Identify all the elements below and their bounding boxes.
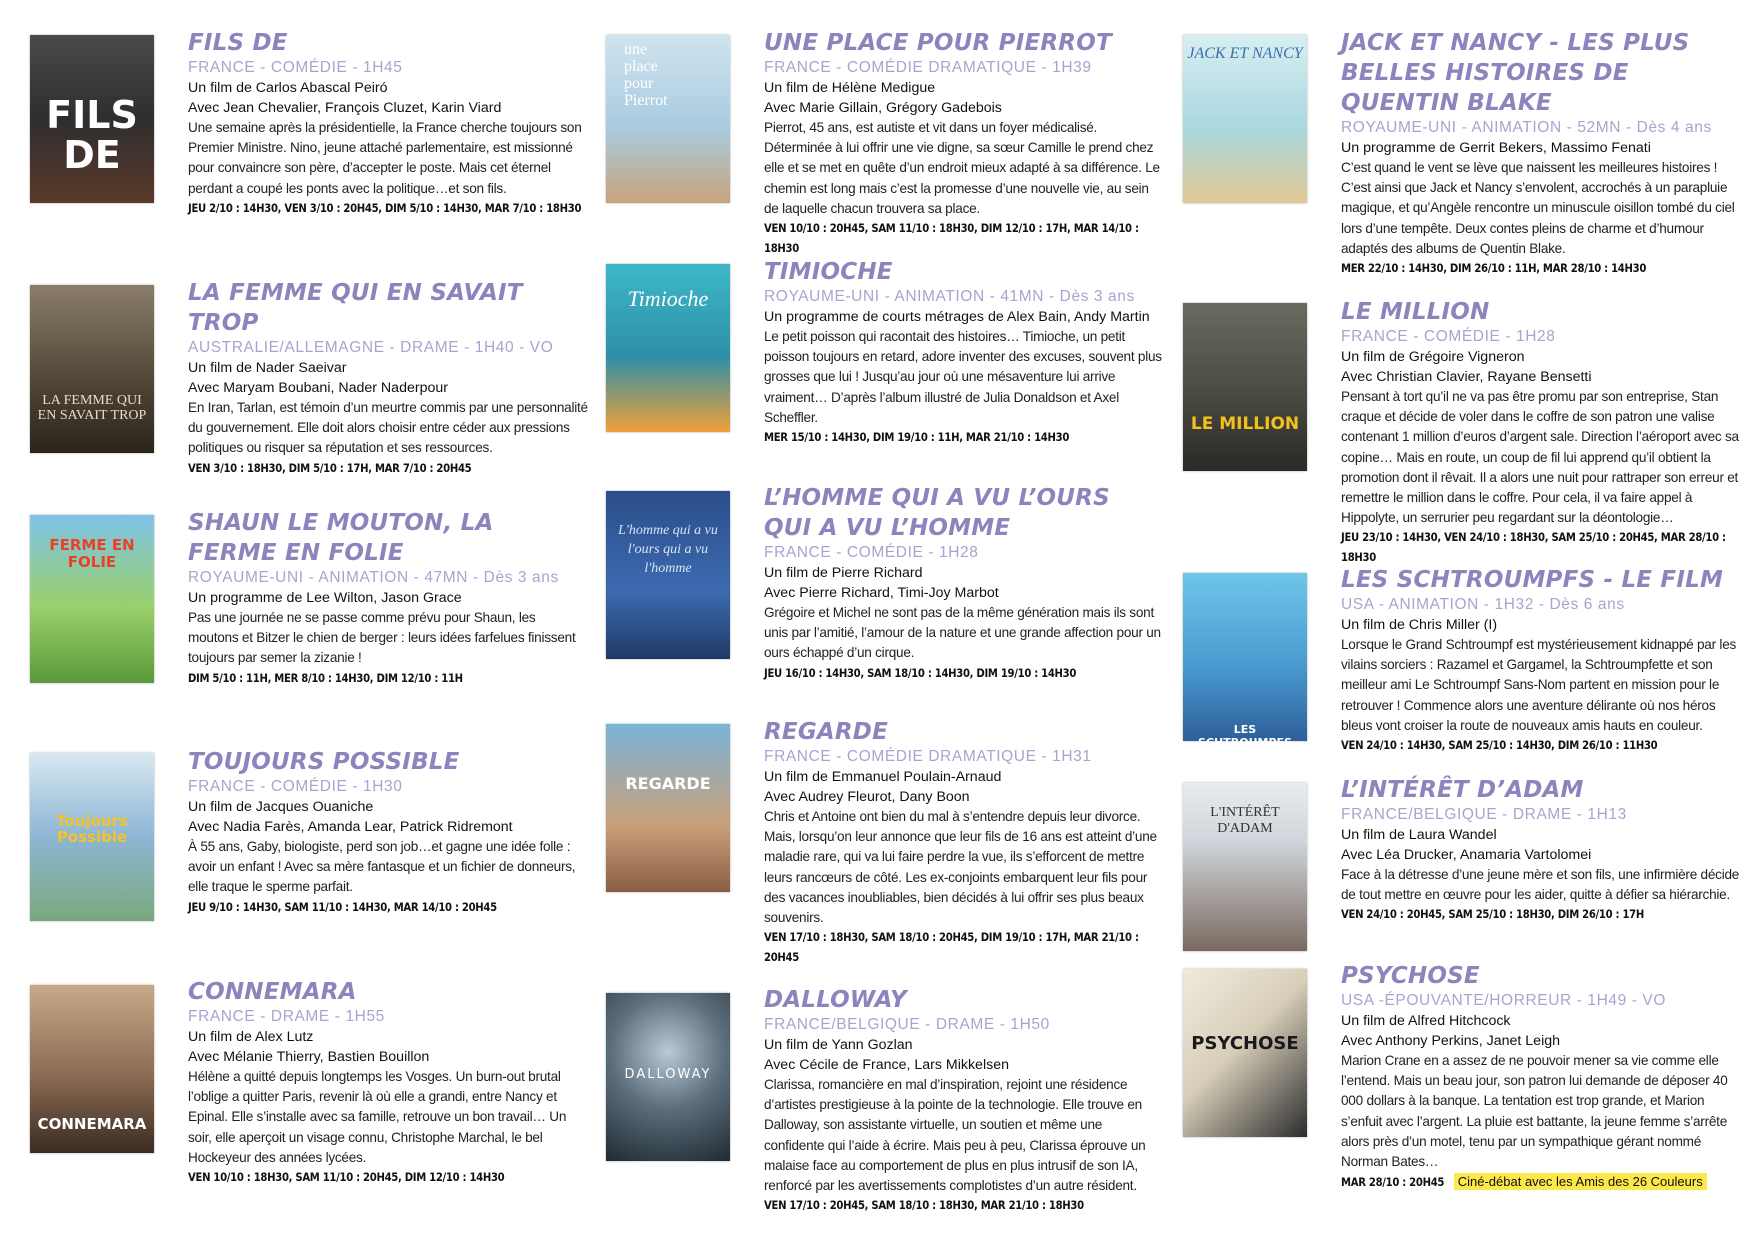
film-meta-text: ROYAUME-UNI - ANIMATION - 41MN — [764, 288, 1045, 305]
film-title: JACK ET NANCY - LES PLUS BELLES HISTOIRES DE QUENTIN BLAKE — [1341, 30, 1690, 116]
poster-title: PSYCHOSE — [1191, 1033, 1299, 1054]
film-director: Un film de Chris Miller (I) — [1341, 617, 1498, 633]
film-meta: FRANCE - COMÉDIE - 1H28 — [764, 544, 979, 561]
poster-adam — [1183, 783, 1307, 951]
film-director: Un film de Carlos Abascal Peiró — [188, 80, 388, 96]
film-synopsis: Une semaine après la présidentielle, la France cherche toujours son Premier Ministre. Nino, jeune attaché parlementaire, est missionné pour convaincre son père, d’accepter le poste. Mais cet éternel perdant a coupé les ponts avec la politique…et son fils. — [188, 120, 582, 196]
poster-title: LE MILLION — [1190, 414, 1300, 434]
film-cast: Avec Marie Gillain, Grégory Gadebois — [764, 100, 1002, 116]
film-director: Un film de Jacques Ouaniche — [188, 799, 374, 815]
film-dates: JEU 2/10 : 14H30, VEN 3/10 : 20H45, DIM 5/10 : 14H30, MAR 7/10 : 18H30 — [188, 201, 582, 215]
film-meta-text: ROYAUME-UNI - ANIMATION - 52MN — [1341, 119, 1622, 136]
film-title: L’INTÉRÊT D’ADAM — [1341, 777, 1584, 803]
film-cast: Avec Christian Clavier, Rayane Bensetti — [1341, 369, 1592, 385]
poster-la-femme — [30, 285, 154, 453]
film-synopsis: Grégoire et Michel ne sont pas de la même génération mais ils sont unis par l’amitié, l’amour de la nature et une grande affection pour un ours échappé d’un cirque. — [764, 605, 1161, 661]
film-meta — [188, 568, 588, 588]
film-cast: Avec Audrey Fleurot, Dany Boon — [764, 789, 970, 805]
film-synopsis: Pensant à tort qu’il ne va pas être promu par son entreprise, Stan craque et décide de voler dans le coffre de son patron une valise contenant 1 million d’euros d’argent sale. Direction l’aéroport avec sa copine… Mais en route, un coup de fil lui apprend qu’il obtient la promotion dont il rêvait. Il a alors une nuit pour rattraper son erreur et remettre le million dans le coffre. Pour cela, il va faire appel à Hippolyte, un serrurier peu regardant sur la déontologie… — [1341, 389, 1739, 526]
film-synopsis: En Iran, Tarlan, est témoin d’un meurtre commis par une personnalité du gouvernement. Elle doit alors choisir entre céder aux pressions politiques ou risquer sa réputation et ses ressources. — [188, 400, 588, 456]
film-meta — [1341, 118, 1741, 138]
film-dates: VEN 17/10 : 20H45, SAM 18/10 : 18H30, MAR 21/10 : 18H30 — [764, 1199, 1084, 1213]
film-synopsis: Clarissa, romancière en mal d’inspiration, rejoint une résidence d’artistes prestigieuse à la pointe de la technologie. Elle trouve en Dalloway, son assistante virtuelle, un soutien et même une confidente qui l’aide à écrire. Mais peu à peu, Clarissa éprouve un malaise face au comportement de plus en plus intrusif de son IA, renforcé par les avertissements complotistes d’un autre résident. — [764, 1077, 1146, 1194]
film-director: Un film de Alex Lutz — [188, 1029, 314, 1045]
film-age: - Dès 3 ans — [1044, 288, 1135, 305]
poster-timioche — [606, 264, 730, 432]
poster-ours — [606, 491, 730, 659]
film-title: LES SCHTROUMPFS - LE FILM — [1341, 567, 1724, 593]
poster-toujours — [30, 753, 154, 921]
film-synopsis: Chris et Antoine ont bien du mal à s’entendre depuis leur divorce. Mais, lorsqu’on leur annonce que leur fils de 16 ans est atteint d’une maladie rare, qui va lui faire perdre la vue, ils s’efforcent de mettre leurs rancœurs de côté. Les ex-conjoints embarquent leur fils pour des vacances inoubliables, bien décidés à lui offrir ses plus beaux souvenirs. — [764, 809, 1157, 926]
film-title: LA FEMME QUI EN SAVAIT TROP — [188, 280, 523, 336]
poster-title: LES SCHTROUMPFS — [1198, 723, 1292, 749]
film-dates: VEN 17/10 : 18H30, SAM 18/10 : 20H45, DIM 19/10 : 17H, MAR 21/10 : 20H45 — [764, 931, 1139, 965]
film-director: Un film de Pierre Richard — [764, 565, 923, 581]
film-dates — [1341, 1172, 1741, 1193]
film-meta: FRANCE - COMÉDIE DRAMATIQUE - 1H31 — [764, 748, 1092, 765]
film-director: Un film de Yann Gozlan — [764, 1037, 913, 1053]
film-director: Un programme de Lee Wilton, Jason Grace — [188, 590, 462, 606]
poster-title: Timioche — [627, 286, 709, 311]
film-dates: JEU 23/10 : 14H30, VEN 24/10 : 18H30, SAM 25/10 : 20H45, MAR 28/10 : 18H30 — [1341, 531, 1726, 565]
film-dates: MER 22/10 : 14H30, DIM 26/10 : 11H, MAR 28/10 : 14H30 — [1341, 262, 1647, 276]
film-title: DALLOWAY — [764, 987, 907, 1013]
poster-regarde — [606, 724, 730, 892]
film-meta: USA -ÉPOUVANTE/HORREUR - 1H49 - VO — [1341, 992, 1667, 1009]
film-cast: Avec Mélanie Thierry, Bastien Bouillon — [188, 1049, 430, 1065]
film-director: Un film de Emmanuel Poulain-Arnaud — [764, 769, 1002, 785]
film-cast: Avec Pierre Richard, Timi-Joy Marbot — [764, 585, 999, 601]
poster-title: CONNEMARA — [37, 1115, 147, 1133]
poster-dalloway — [606, 993, 730, 1161]
film-synopsis: Hélène a quitté depuis longtemps les Vosges. Un burn-out brutal l’oblige a quitter Paris, revenir là où elle a grandi, entre Nancy et Epinal. Elle s’installe avec sa famille, retrouve un bon travail… Un soir, elle aperçoit un visage connu, Christophe Marchal, le bel Hockeyeur des années lycées. — [188, 1069, 567, 1165]
film-cast: Avec Anthony Perkins, Janet Leigh — [1341, 1033, 1560, 1049]
poster-pierrot — [606, 35, 730, 203]
film-age: - Dès 4 ans — [1621, 119, 1712, 136]
poster-shaun — [30, 515, 154, 683]
film-dates: VEN 10/10 : 20H45, SAM 11/10 : 18H30, DIM 12/10 : 17H, MAR 14/10 : 18H30 — [764, 222, 1139, 256]
film-meta: FRANCE - COMÉDIE - 1H30 — [188, 778, 403, 795]
film-director: Un film de Nader Saeivar — [188, 360, 347, 376]
film-dates: VEN 24/10 : 20H45, SAM 25/10 : 18H30, DIM 26/10 : 17H — [1341, 908, 1644, 922]
film-meta-text: ROYAUME-UNI - ANIMATION - 47MN — [188, 569, 469, 586]
film-title: PSYCHOSE — [1341, 963, 1480, 989]
poster-title: L'homme qui a vu l'ours qui a vu l'homme — [618, 523, 718, 576]
film-title: TOUJOURS POSSIBLE — [188, 749, 460, 775]
film-dates: MER 15/10 : 14H30, DIM 19/10 : 11H, MAR 21/10 : 14H30 — [764, 431, 1070, 445]
film-meta-text: USA - ANIMATION - 1H32 — [1341, 596, 1534, 613]
film-meta: FRANCE - DRAME - 1H55 — [188, 1008, 385, 1025]
poster-title: REGARDE — [625, 774, 711, 793]
film-cast: Avec Cécile de France, Lars Mikkelsen — [764, 1057, 1009, 1073]
poster-schtroumpfs — [1183, 573, 1307, 749]
poster-title: LA FEMME QUI EN SAVAIT TROP — [37, 393, 147, 423]
film-director: Un film de Hélène Medigue — [764, 80, 936, 96]
film-director: Un programme de Gerrit Bekers, Massimo Fenati — [1341, 140, 1651, 156]
poster-fils-de — [30, 35, 154, 203]
film-director: Un film de Alfred Hitchcock — [1341, 1013, 1511, 1029]
event-highlight: Ciné-débat avec les Amis des 26 Couleurs — [1454, 1173, 1707, 1190]
film-dates: VEN 24/10 : 14H30, SAM 25/10 : 14H30, DIM 26/10 : 11H30 — [1341, 739, 1658, 753]
film-meta — [764, 287, 1164, 307]
film-synopsis: Pierrot, 45 ans, est autiste et vit dans un foyer médicalisé. Déterminée à lui offrir une vie digne, sa sœur Camille le prend chez elle et se met en quête d’un endroit mieux adapté à sa différence. Le chemin est long mais c’est la promesse d’une nouvelle vie, au sein de laquelle chacun trouvera sa place. — [764, 120, 1160, 216]
film-dates-text: MAR 28/10 : 20H45 — [1341, 1176, 1445, 1190]
film-dates: JEU 16/10 : 14H30, SAM 18/10 : 14H30, DIM 19/10 : 14H30 — [764, 666, 1077, 680]
film-meta: FRANCE/BELGIQUE - DRAME - 1H50 — [764, 1016, 1050, 1033]
film-title: SHAUN LE MOUTON, LA FERME EN FOLIE — [188, 510, 494, 566]
film-synopsis: C’est quand le vent se lève que naissent les meilleures histoires ! C’est ainsi que Jack et Nancy s’envolent, accrochés à un parapluie magique, et qu’Angèle rencontre un minuscule oisillon tombé du ciel lors d’une tempête. Deux contes pleins de charme et d’humour adaptés des albums de Quentin Blake. — [1341, 160, 1735, 256]
poster-title: FERME EN FOLIE — [49, 536, 135, 571]
film-synopsis: Marion Crane en a assez de ne pouvoir mener sa vie comme elle l’entend. Mais un beau jour, son patron lui demande de déposer 40 000 dollars à la banque. La tentation est trop grande, et Marion s’enfuit avec l’argent. La pluie est battante, la jeune femme s’arrête alors près d’un motel, tenu par un sympathique gérant nommé Norman Bates… — [1341, 1053, 1728, 1170]
film-title: UNE PLACE POUR PIERROT — [764, 30, 1112, 56]
film-director: Un film de Grégoire Vigneron — [1341, 349, 1525, 365]
poster-million — [1183, 303, 1307, 471]
film-synopsis: Le petit poisson qui racontait des histoires… Timioche, un petit poisson toujours en retard, adore inventer des excuses, souvent plus grosses que lui ! Jusqu’au jour où une mésaventure lui arrive vraiment… D’après l’album illustré de Julia Donaldson et Axel Scheffler. — [764, 329, 1162, 425]
film-title: L’HOMME QUI A VU L’OURS QUI A VU L’HOMME — [764, 485, 1110, 541]
poster-title: JACK ET NANCY — [1187, 45, 1303, 62]
poster-title: Toujours Possible — [56, 812, 128, 846]
poster-psychose — [1183, 969, 1307, 1137]
film-cast: Avec Nadia Farès, Amanda Lear, Patrick Ridremont — [188, 819, 513, 835]
film-cast: Avec Jean Chevalier, François Cluzet, Karin Viard — [188, 100, 502, 116]
film-age: - Dès 3 ans — [468, 569, 559, 586]
film-title: REGARDE — [764, 719, 889, 745]
film-synopsis: Lorsque le Grand Schtroumpf est mystérieusement kidnappé par les vilains sorciers : Razamel et Gargamel, la Schtroumpfette et son meilleur ami Le Schtroumpf Sans-Nom partent en mission pour le retrouver ! Commence alors une aventure délirante où nos héros bleus vont croiser la route de nouveaux amis hauts en couleur. — [1341, 637, 1737, 733]
poster-title: FILS DE — [46, 93, 138, 177]
film-meta: FRANCE/BELGIQUE - DRAME - 1H13 — [1341, 806, 1627, 823]
film-age: - Dès 6 ans — [1533, 596, 1625, 613]
film-meta: FRANCE - COMÉDIE - 1H28 — [1341, 328, 1556, 345]
film-title: CONNEMARA — [188, 979, 357, 1005]
film-meta: AUSTRALIE/ALLEMAGNE - DRAME - 1H40 - VO — [188, 339, 554, 356]
film-title: LE MILLION — [1341, 299, 1490, 325]
film-synopsis: Pas une journée ne se passe comme prévu pour Shaun, les moutons et Bitzer le chien de berger : leurs idées farfelues finissent toujours par semer la zizanie ! — [188, 610, 576, 666]
film-dates: JEU 9/10 : 14H30, SAM 11/10 : 14H30, MAR 14/10 : 20H45 — [188, 900, 497, 914]
poster-title: L'INTÉRÊT D'ADAM — [1210, 805, 1280, 836]
poster-title: DALLOWAY — [624, 1067, 712, 1082]
poster-jack — [1183, 35, 1307, 203]
film-dates: VEN 3/10 : 18H30, DIM 5/10 : 17H, MAR 7/10 : 20H45 — [188, 461, 472, 475]
film-dates: VEN 10/10 : 18H30, SAM 11/10 : 20H45, DIM 12/10 : 14H30 — [188, 1171, 505, 1185]
film-cast: Avec Maryam Boubani, Nader Naderpour — [188, 380, 448, 396]
film-meta: FRANCE - COMÉDIE DRAMATIQUE - 1H39 — [764, 59, 1092, 76]
film-title: TIMIOCHE — [764, 259, 893, 285]
film-meta — [1341, 595, 1741, 615]
film-director: Un film de Laura Wandel — [1341, 827, 1497, 843]
film-meta: FRANCE - COMÉDIE - 1H45 — [188, 59, 403, 76]
film-synopsis: À 55 ans, Gaby, biologiste, perd son job…et gagne une idée folle : avoir un enfant ! Avec sa mère fantasque et un fichier de donneurs, elle traque le sperme parfait. — [188, 839, 576, 895]
film-cast: Avec Léa Drucker, Anamaria Vartolomei — [1341, 847, 1592, 863]
poster-connemara — [30, 985, 154, 1153]
film-director: Un programme de courts métrages de Alex Bain, Andy Martin — [764, 309, 1150, 325]
film-synopsis: Face à la détresse d’une jeune mère et son fils, une infirmière décide de tout mettre en œuvre pour les aider, quitte à défier sa hiérarchie. — [1341, 867, 1740, 903]
poster-title: une place pour Pierrot — [624, 41, 668, 109]
film-dates: DIM 5/10 : 11H, MER 8/10 : 14H30, DIM 12/10 : 11H — [188, 671, 463, 685]
film-title: FILS DE — [188, 30, 288, 56]
